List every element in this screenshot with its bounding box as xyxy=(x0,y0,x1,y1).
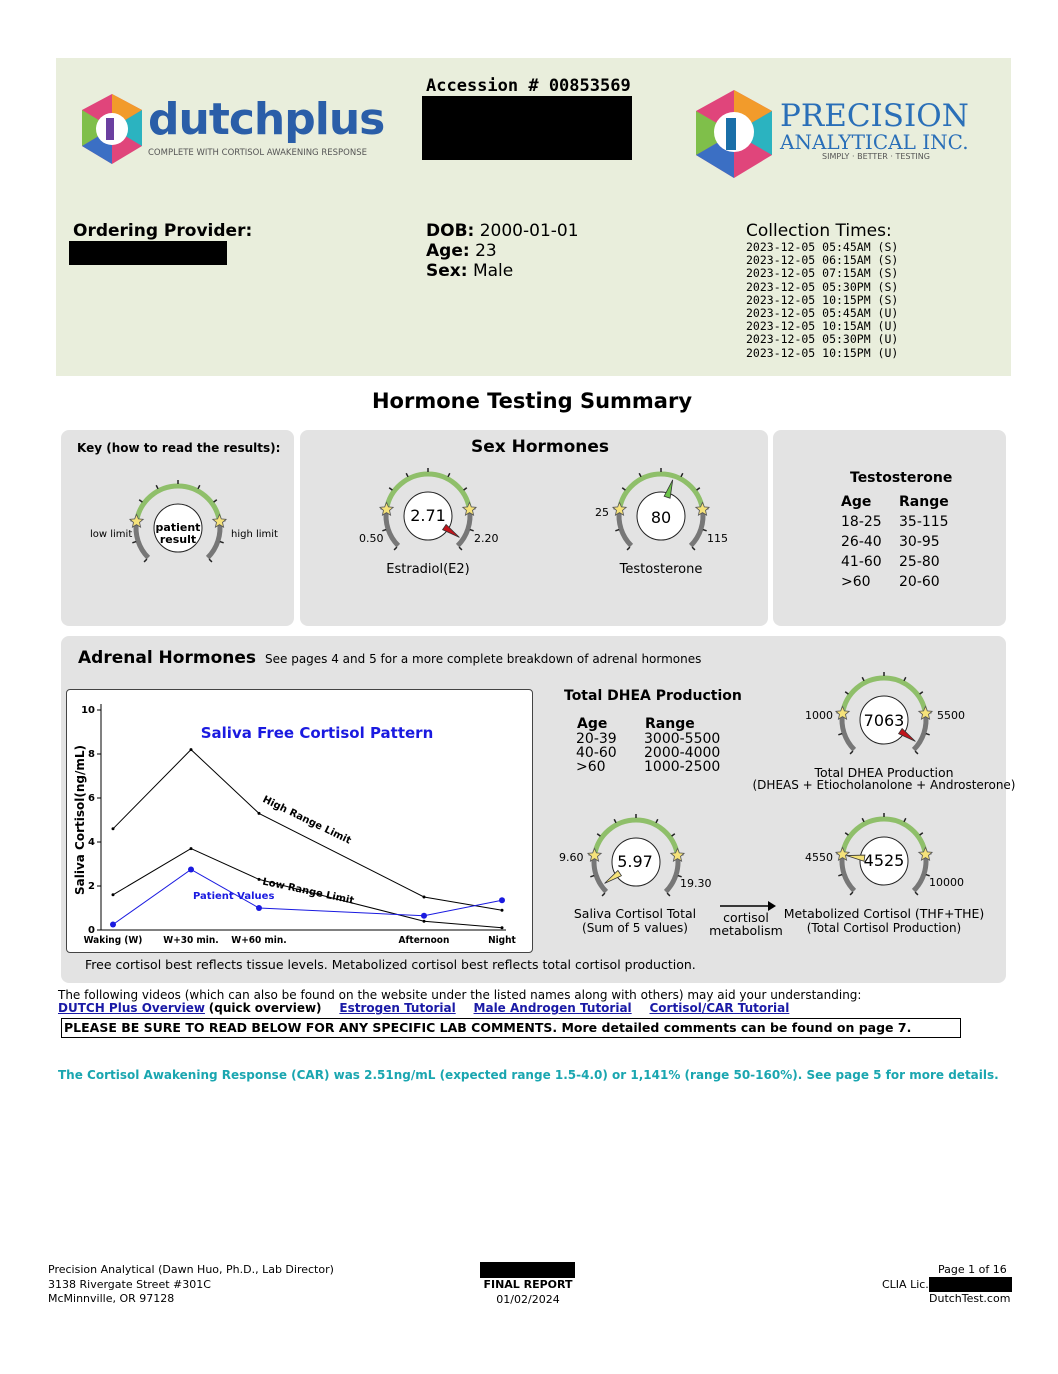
estradiol-value: 2.71 xyxy=(410,506,446,525)
gauge-tick xyxy=(862,677,864,681)
table-cell-range: 1000-2500 xyxy=(644,759,721,775)
dhea-col-range: Range xyxy=(645,716,695,732)
data-point xyxy=(421,913,427,919)
gauge-low-arc xyxy=(136,521,148,557)
gauge-tick xyxy=(845,833,848,835)
page-number: Page 1 of 16 xyxy=(938,1263,1007,1276)
patient-demographics xyxy=(426,221,579,281)
testosterone-high: 115 xyxy=(707,532,728,545)
collection-times xyxy=(746,221,898,360)
gauge-low-arc xyxy=(842,713,854,749)
car-comment: The Cortisol Awakening Response (CAR) was 2.51ng/mL (expected range 1.5-4.0) or 1,141% (range 50-160%). See page 5 for more details. xyxy=(58,1068,999,1082)
collection-time-item: 2023-12-05 06:15AM (S) xyxy=(746,253,899,268)
key-center-line1: patient xyxy=(155,521,201,534)
saliva-cortisol-label-line2: (Sum of 5 values) xyxy=(582,921,688,935)
website: DutchTest.com xyxy=(929,1292,1011,1305)
cortisol-metabolism-line2: metabolism xyxy=(709,923,783,938)
ordering-provider-label: Ordering Provider: xyxy=(73,221,253,241)
data-point xyxy=(423,896,426,899)
data-point xyxy=(112,893,115,896)
table-cell-range: 35-115 xyxy=(899,514,949,530)
estradiol-high: 2.20 xyxy=(474,532,499,545)
gauge-tick xyxy=(464,488,467,490)
report-status-label: FINAL REPORT xyxy=(483,1278,573,1291)
table-cell-range: 25-80 xyxy=(899,554,940,570)
collection-times-list xyxy=(746,241,898,360)
dhea-high: 5500 xyxy=(937,709,965,722)
metabolized-cortisol-low: 4550 xyxy=(805,851,833,864)
gauge-tick xyxy=(838,875,842,876)
report-date: 01/02/2024 xyxy=(496,1292,560,1306)
collection-time-item: 2023-12-05 07:15AM (S) xyxy=(746,266,899,281)
saliva-cortisol-label xyxy=(552,907,718,935)
gauge-tick xyxy=(198,485,200,489)
gauge-tick xyxy=(904,818,906,822)
table-cell-age: 26-40 xyxy=(841,534,882,550)
gauge-tick xyxy=(862,818,864,822)
precision-analytical-logo xyxy=(694,88,984,180)
data-point xyxy=(110,922,116,928)
cortisol-chart xyxy=(66,689,533,953)
gauge-tick xyxy=(667,893,670,896)
data-point xyxy=(258,878,261,881)
link-cortisol-car-tutorial[interactable]: Cortisol/CAR Tutorial xyxy=(649,1001,790,1015)
key-panel-title: Key (how to read the results): xyxy=(77,441,281,455)
gauge-tick xyxy=(838,734,842,735)
gauge-tick xyxy=(214,500,217,502)
gauge-high-arc xyxy=(458,509,470,545)
gauge-low-arc xyxy=(386,509,398,545)
gauge-tick xyxy=(156,485,158,489)
gauge-tick xyxy=(915,751,918,754)
annotation-patient-values: Patient Values xyxy=(193,891,275,903)
precision-wordmark-line2: ANALYTICAL INC. xyxy=(780,130,969,154)
metabolized-cortisol-line1: Metabolized Cortisol (THF+THE) xyxy=(783,906,985,921)
gauge-high-arc xyxy=(914,713,926,749)
saliva-cortisol-high: 19.30 xyxy=(680,877,712,890)
collection-time-item: 2023-12-05 05:45AM (U) xyxy=(746,306,899,321)
data-point xyxy=(258,812,261,815)
gauge-tick xyxy=(904,677,906,681)
testosterone-table-title: Testosterone xyxy=(850,470,953,486)
redacted-footer-id xyxy=(480,1262,575,1278)
gauge-tick xyxy=(845,692,848,694)
link-dutch-plus-overview[interactable]: DUTCH Plus Overview xyxy=(58,1001,205,1015)
collection-time-item: 2023-12-05 05:30PM (U) xyxy=(746,332,899,347)
data-point xyxy=(190,847,193,850)
gauge-tick xyxy=(132,542,136,543)
link1-suffix: (quick overview) xyxy=(208,1001,322,1015)
x-tick-label: W+60 min. xyxy=(231,934,287,947)
metabolized-cortisol-high: 10000 xyxy=(929,876,964,889)
gauge-high-arc xyxy=(666,855,678,891)
testosterone-col-range: Range xyxy=(899,494,949,510)
gauge-tick xyxy=(703,530,707,531)
annotation-high-range: High Range Limit xyxy=(260,794,353,847)
gauge-marker xyxy=(605,871,622,884)
dhea-table-title: Total DHEA Production xyxy=(564,688,742,704)
clia-label: CLIA Lic. xyxy=(882,1278,929,1291)
table-cell-range: 20-60 xyxy=(899,574,940,590)
dob-value: 2000-01-01 xyxy=(479,221,579,241)
y-tick-label: 2 xyxy=(88,881,95,892)
dhea-value: 7063 xyxy=(863,711,905,730)
collection-time-item: 2023-12-05 10:15AM (U) xyxy=(746,319,899,334)
table-cell-age: >60 xyxy=(576,759,606,775)
report-status xyxy=(468,1278,588,1307)
saliva-cortisol-label-line1: Saliva Cortisol Total xyxy=(573,906,697,921)
gauge-tick xyxy=(615,530,619,531)
video-links xyxy=(58,1001,789,1015)
data-point xyxy=(499,897,505,903)
dhea-range-table xyxy=(576,716,720,774)
data-point xyxy=(190,748,193,751)
gauge-tick xyxy=(209,559,212,562)
redacted-provider-name xyxy=(69,241,227,265)
gauge-tick xyxy=(470,530,474,531)
table-row xyxy=(576,746,720,760)
table-cell-age: 41-60 xyxy=(841,554,882,570)
table-cell-range: 30-95 xyxy=(899,534,940,550)
x-tick-label: Afternoon xyxy=(398,934,450,947)
lab-address-line2: 3138 Rivergate Street #301C xyxy=(48,1277,211,1291)
gauge-tick xyxy=(139,500,142,502)
table-cell-age: 20-39 xyxy=(576,731,617,747)
sex-value: Male xyxy=(472,261,514,281)
y-tick-label: 10 xyxy=(81,705,95,716)
data-point xyxy=(501,909,504,912)
testosterone-low: 25 xyxy=(595,506,609,519)
gauge-tick xyxy=(697,488,700,490)
table-row xyxy=(841,574,949,594)
gauge-low-arc xyxy=(842,854,854,890)
x-tick-label: Night xyxy=(488,934,516,947)
key-center-label xyxy=(150,522,206,546)
gauge-tick xyxy=(394,547,397,550)
gauge-high-arc xyxy=(208,521,220,557)
dhea-label-line2: (DHEAS + Etiocholanolone + Androsterone) xyxy=(752,778,1016,792)
adrenal-footnote: Free cortisol best reflects tissue levels. Metabolized cortisol best reflects total cortisol production. xyxy=(85,957,696,972)
adrenal-title: Adrenal Hormones xyxy=(78,648,256,668)
metabolized-cortisol-line2: (Total Cortisol Production) xyxy=(806,921,962,935)
x-tick-label: Waking (W) xyxy=(83,934,143,947)
gauge-high-arc xyxy=(914,854,926,890)
lab-comments-notice: PLEASE BE SURE TO READ BELOW FOR ANY SPECIFIC LAB COMMENTS. More detailed comments can be found on page 7. xyxy=(61,1018,961,1038)
y-tick-label: 4 xyxy=(88,837,95,848)
gauge-tick xyxy=(672,834,675,836)
accession-number: Accession # 00853569 xyxy=(426,76,631,96)
precision-tagline: SIMPLY · BETTER · TESTING xyxy=(822,152,930,161)
collection-time-item: 2023-12-05 10:15PM (U) xyxy=(746,345,899,360)
table-cell-range: 2000-4000 xyxy=(644,745,721,761)
dutchplus-logo xyxy=(76,92,396,172)
y-tick-label: 6 xyxy=(88,793,95,804)
y-tick-label: 8 xyxy=(88,749,95,760)
dutchplus-tagline: COMPLETE WITH CORTISOL AWAKENING RESPONSE xyxy=(148,148,367,158)
estradiol-low: 0.50 xyxy=(359,532,384,545)
key-center-line2: result xyxy=(159,533,197,546)
gauge-tick xyxy=(850,751,853,754)
gauge-tick xyxy=(627,547,630,550)
gauge-tick xyxy=(681,473,683,477)
table-cell-age: 18-25 xyxy=(841,514,882,530)
gauge-high-arc xyxy=(691,509,703,545)
redacted-clia-number xyxy=(929,1277,1012,1292)
gauge-low-arc xyxy=(594,855,606,891)
gauge-tick xyxy=(597,834,600,836)
gauge-tick xyxy=(692,547,695,550)
gauge-tick xyxy=(915,892,918,895)
dhea-label xyxy=(740,766,1028,792)
x-tick-label: W+30 min. xyxy=(163,934,219,947)
gauge-tick xyxy=(602,893,605,896)
table-cell-age: >60 xyxy=(841,574,871,590)
gauge-tick xyxy=(850,892,853,895)
gauge-tick xyxy=(656,819,658,823)
videos-intro: The following videos (which can also be found on the website under the listed names along with others) may aid your understanding: xyxy=(58,988,862,1002)
gauge-tick xyxy=(926,734,930,735)
data-point xyxy=(256,905,262,911)
cortisol-metabolism-line1: cortisol xyxy=(723,910,769,925)
table-row xyxy=(576,732,720,746)
gauge-tick xyxy=(622,488,625,490)
collection-times-label: Collection Times: xyxy=(746,221,892,241)
gauge-tick xyxy=(590,876,594,877)
precision-logo-icon xyxy=(694,88,776,180)
age-label: Age: xyxy=(426,241,470,261)
data-point xyxy=(501,926,504,929)
estradiol-label: Estradiol(E2) xyxy=(386,562,470,577)
annotation-low-range: Low Range Limit xyxy=(261,876,356,907)
table-row xyxy=(841,514,949,534)
sex-hormones-title: Sex Hormones xyxy=(470,437,610,457)
dhea-label-line1: Total DHEA Production xyxy=(814,765,954,780)
gauge-marker xyxy=(899,729,916,742)
data-point xyxy=(112,827,115,830)
lab-address-line1: Precision Analytical (Dawn Huo, Ph.D., Lab Director) xyxy=(48,1263,334,1276)
link-estrogen-tutorial[interactable]: Estrogen Tutorial xyxy=(339,1001,456,1015)
saliva-cortisol-value: 5.97 xyxy=(617,852,653,871)
testosterone-label: Testosterone xyxy=(619,562,703,577)
gauge-tick xyxy=(920,692,923,694)
age-value: 23 xyxy=(475,241,497,261)
gauge-tick xyxy=(920,833,923,835)
y-axis-label: Saliva Cortisol(ng/mL) xyxy=(73,744,87,896)
testosterone-value: 80 xyxy=(650,508,672,527)
collection-time-item: 2023-12-05 05:30PM (S) xyxy=(746,279,899,294)
dutchplus-wordmark: dutchplus xyxy=(148,94,385,145)
key-low-limit-label: low limit xyxy=(90,529,133,540)
gauge-tick xyxy=(406,473,408,477)
gauge-tick xyxy=(389,488,392,490)
testosterone-col-age: Age xyxy=(841,494,872,510)
lab-address-line3: McMinnville, OR 97128 xyxy=(48,1292,175,1305)
adrenal-subtitle: See pages 4 and 5 for a more complete breakdown of adrenal hormones xyxy=(265,652,702,666)
collection-time-item: 2023-12-05 10:15PM (S) xyxy=(746,292,899,307)
redacted-patient-name xyxy=(422,96,632,160)
page-title: Hormone Testing Summary xyxy=(371,389,693,413)
dhea-low: 1000 xyxy=(805,709,833,722)
table-cell-age: 40-60 xyxy=(576,745,617,761)
saliva-cortisol-low: 9.60 xyxy=(559,851,584,864)
collection-time-item: 2023-12-05 05:45AM (S) xyxy=(746,240,899,254)
data-point xyxy=(188,867,194,873)
metabolized-cortisol-label xyxy=(770,907,998,935)
data-point xyxy=(423,920,426,923)
table-cell-range: 3000-5500 xyxy=(644,731,721,747)
dob-label: DOB: xyxy=(426,221,475,241)
table-row xyxy=(841,534,949,554)
metabolized-cortisol-value: 4525 xyxy=(863,851,905,870)
gauge-tick xyxy=(220,542,224,543)
gauge-marker xyxy=(443,525,460,538)
gauge-tick xyxy=(144,559,147,562)
sex-label: Sex: xyxy=(426,261,468,281)
table-row xyxy=(576,760,720,774)
chart-title: Saliva Free Cortisol Pattern xyxy=(200,724,434,742)
key-high-limit-label: high limit xyxy=(231,529,278,540)
dhea-col-age: Age xyxy=(577,716,608,732)
y-tick-label: 0 xyxy=(88,925,95,936)
gauge-low-arc xyxy=(619,509,631,545)
gauge-tick xyxy=(614,819,616,823)
gauge-tick xyxy=(382,530,386,531)
gauge-tick xyxy=(448,473,450,477)
gauge-tick xyxy=(459,547,462,550)
link-male-androgen-tutorial[interactable]: Male Androgen Tutorial xyxy=(473,1001,632,1015)
gauge-tick xyxy=(639,473,641,477)
testosterone-range-table xyxy=(841,494,949,594)
lab-address xyxy=(48,1263,334,1307)
precision-wordmark-line1: PRECISION xyxy=(780,98,969,134)
table-row xyxy=(841,554,949,574)
